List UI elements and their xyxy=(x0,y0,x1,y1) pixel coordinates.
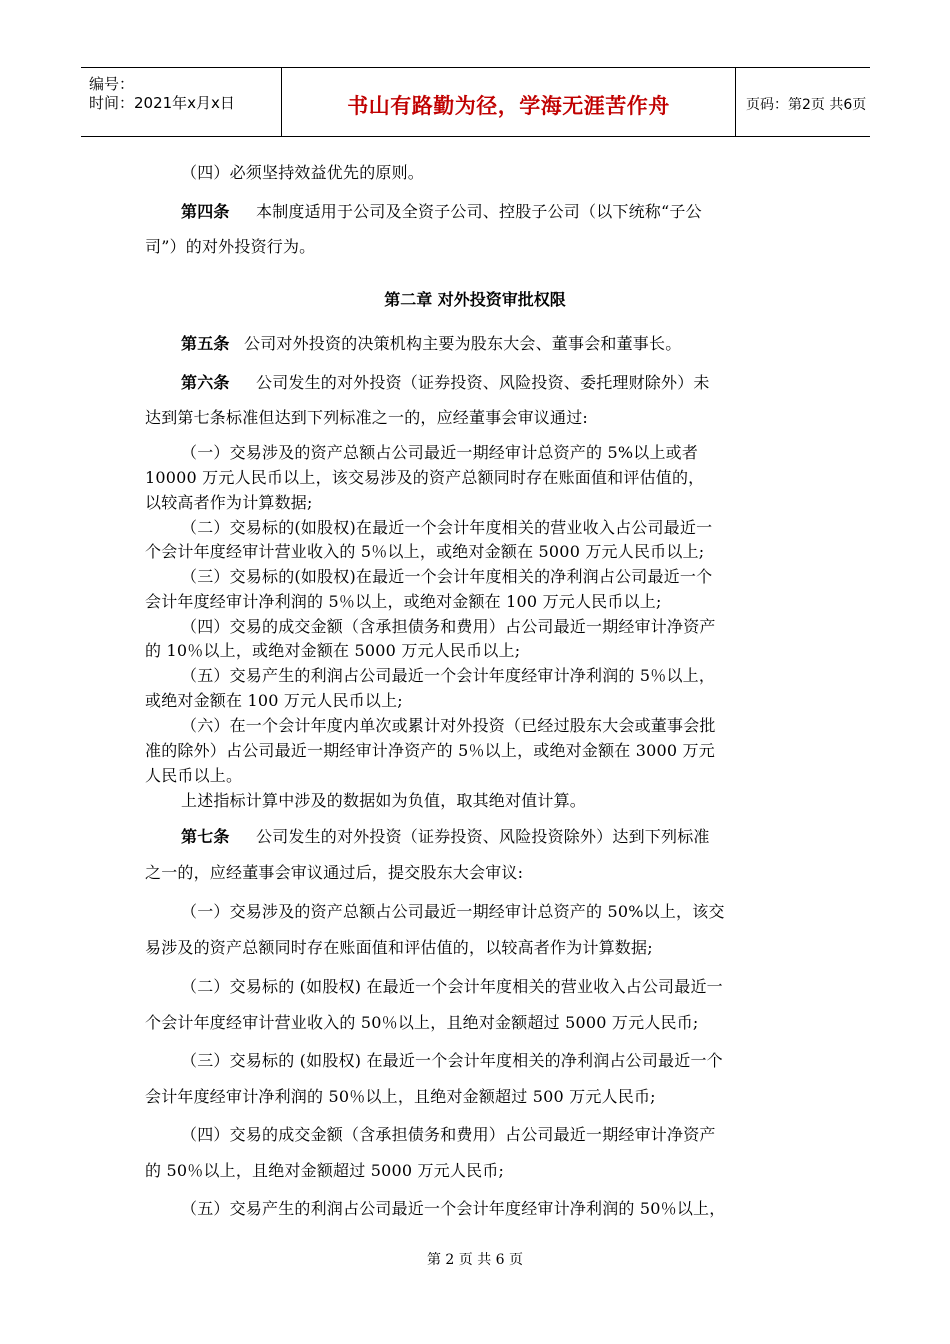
paragraph-line: 之一的，应经董事会审议通过后，提交股东大会审议: xyxy=(145,863,524,882)
paragraph-line: 本制度适用于公司及全资子公司、控股子公司（以下统称“子公 xyxy=(256,202,702,221)
paragraph-line: （四）交易的成交金额（含承担债务和费用）占公司最近一期经审计净资产 xyxy=(181,617,716,636)
paragraph-line: 的 50％以上，且绝对金额超过 5000 万元人民币; xyxy=(145,1161,505,1180)
paragraph-line: 达到第七条标准但达到下列标准之一的，应经董事会审议通过: xyxy=(145,408,588,427)
paragraph-line: （五）交易产生的利润占公司最近一个会计年度经审计净利润的 5％以上， xyxy=(181,666,716,685)
paragraph-line: 个会计年度经审计营业收入的 50％以上，且绝对金额超过 5000 万元人民币; xyxy=(145,1013,699,1032)
header-page-cell xyxy=(736,68,870,136)
paragraph-line: 以较高者作为计算数据; xyxy=(145,493,313,512)
paragraph-line: 准的除外）占公司最近一期经审计净资产的 5％以上，或绝对金额在 3000 万元 xyxy=(145,741,715,760)
page-info: 页码：第2页 共6页 xyxy=(746,97,867,113)
date-label: 时间：2021年x月x日 xyxy=(89,94,235,112)
paragraph-line: （四）交易的成交金额（含承担债务和费用）占公司最近一期经审计净资产 xyxy=(181,1125,716,1144)
article-label: 第七条 xyxy=(181,827,230,846)
article-label: 第六条 xyxy=(181,373,230,392)
paragraph-line: （二）交易标的(如股权)在最近一个会计年度相关的营业收入占公司最近一 xyxy=(181,518,713,537)
paragraph-line: 个会计年度经审计营业收入的 5％以上，或绝对金额在 5000 万元人民币以上; xyxy=(145,542,705,561)
paragraph-line: 公司发生的对外投资（证券投资、风险投资除外）达到下列标准 xyxy=(256,827,710,846)
header-slogan-cell xyxy=(282,68,736,136)
number-label: 编号： xyxy=(89,75,135,93)
paragraph-line: 会计年度经审计净利润的 50％以上，且绝对金额超过 500 万元人民币; xyxy=(145,1087,656,1106)
paragraph-line: 或绝对金额在 100 万元人民币以上; xyxy=(145,691,403,710)
paragraph-line: （五）交易产生的利润占公司最近一个会计年度经审计净利润的 50％以上， xyxy=(181,1199,726,1218)
paragraph-line: 公司发生的对外投资（证券投资、风险投资、委托理财除外）未 xyxy=(256,373,710,392)
paragraph-line: 司”）的对外投资行为。 xyxy=(145,237,316,256)
paragraph-line: 的 10％以上，或绝对金额在 5000 万元人民币以上; xyxy=(145,641,521,660)
paragraph-line: （四）必须坚持效益优先的原则。 xyxy=(181,163,425,182)
chapter-title: 第二章 对外投资审批权限 xyxy=(384,290,566,309)
paragraph-line: （一）交易涉及的资产总额占公司最近一期经审计总资产的 5%以上或者 xyxy=(181,443,699,462)
paragraph-line: （一）交易涉及的资产总额占公司最近一期经审计总资产的 50%以上，该交 xyxy=(181,902,725,921)
paragraph-line: 易涉及的资产总额同时存在账面值和评估值的，以较高者作为计算数据; xyxy=(145,938,653,957)
paragraph-line: （三）交易标的 (如股权) 在最近一个会计年度相关的净利润占公司最近一个 xyxy=(181,1051,723,1070)
paragraph-line: （二）交易标的 (如股权) 在最近一个会计年度相关的营业收入占公司最近一 xyxy=(181,977,723,996)
paragraph-line: （六）在一个会计年度内单次或累计对外投资（已经过股东大会或董事会批 xyxy=(181,716,716,735)
paragraph-line: （三）交易标的(如股权)在最近一个会计年度相关的净利润占公司最近一个 xyxy=(181,567,713,586)
article-label: 第四条 xyxy=(181,202,230,221)
header-meta-cell xyxy=(81,68,282,136)
page-footer: 第 2 页 共 6 页 xyxy=(426,1252,524,1268)
paragraph-line: 上述指标计算中涉及的数据如为负值，取其绝对值计算。 xyxy=(181,791,587,810)
paragraph-line: 会计年度经审计净利润的 5％以上，或绝对金额在 100 万元人民币以上; xyxy=(145,592,662,611)
paragraph-line: 公司对外投资的决策机构主要为股东大会、董事会和董事长。 xyxy=(244,334,682,353)
page-header xyxy=(81,67,870,137)
paragraph-line: 人民币以上。 xyxy=(145,766,243,785)
article-label: 第五条 xyxy=(181,334,230,353)
paragraph-line: 10000 万元人民币以上，该交易涉及的资产总额同时存在账面值和评估值的， xyxy=(145,468,705,487)
slogan: 书山有路勤为径，学海无涯苦作舟 xyxy=(347,94,670,118)
